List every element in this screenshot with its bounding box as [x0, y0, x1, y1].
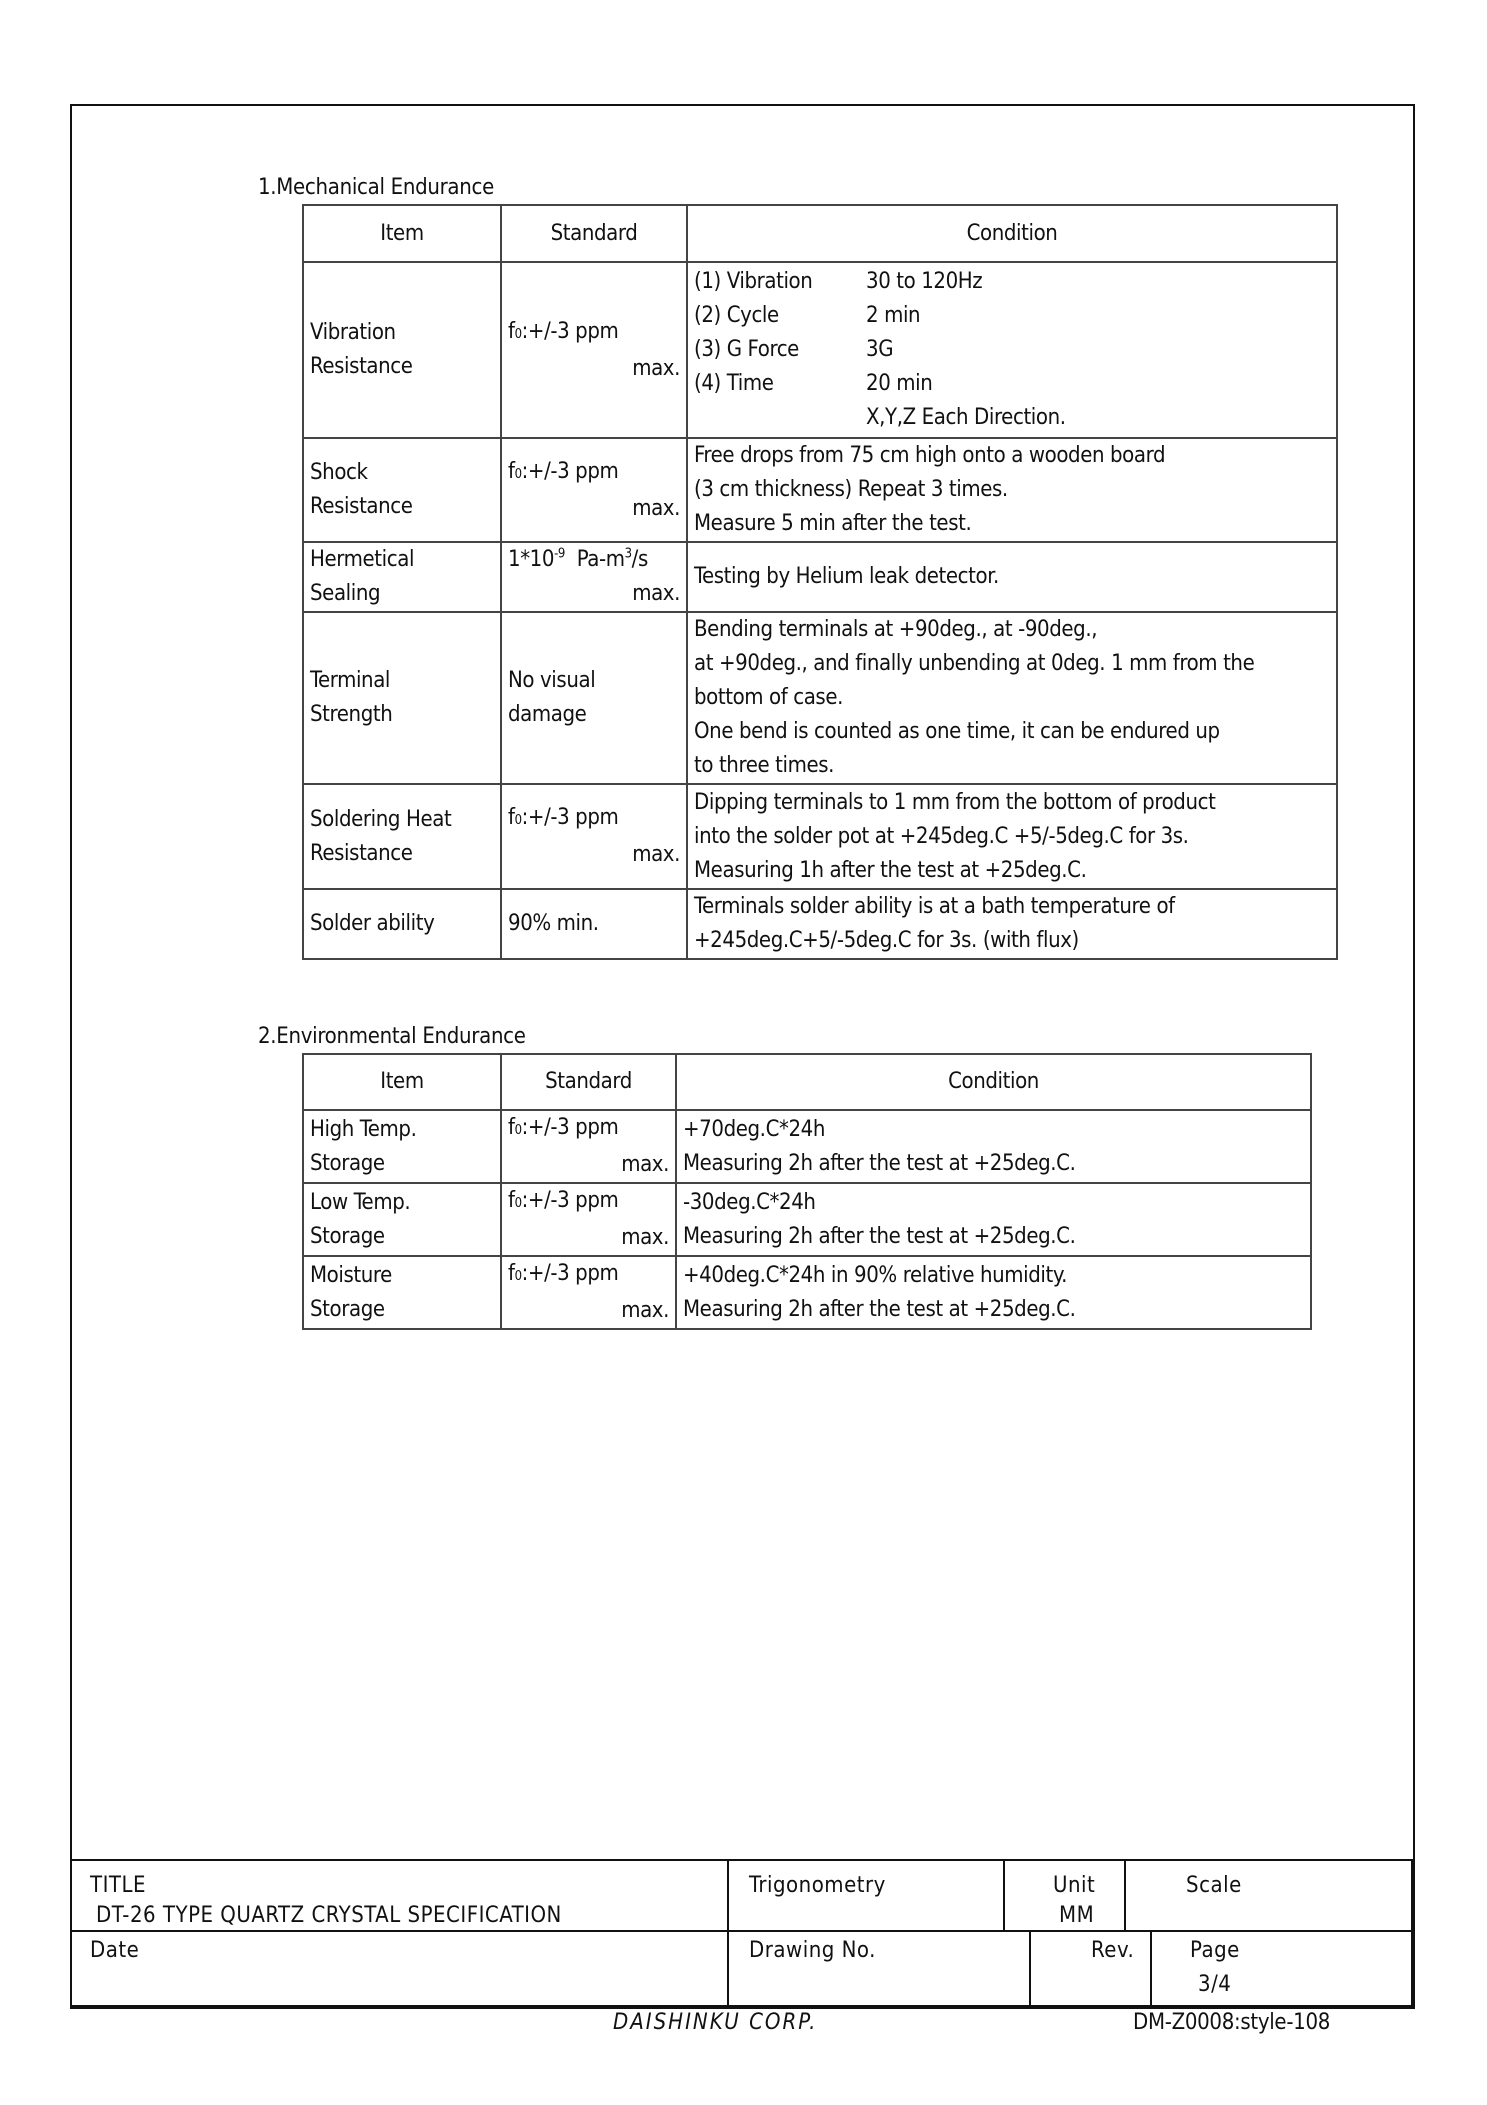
table-row-terminal-strength: [303, 612, 1337, 784]
standard-cell: f0:+/-3 ppm max.: [501, 438, 687, 542]
condition-cell: Free drops from 75 cm high onto a wooden board (3 cm thickness) Repeat 3 times. Measure 5 min after the test.: [687, 438, 1337, 542]
condition-cell: +70deg.C*24h Measuring 2h after the test at +25deg.C.: [676, 1110, 1311, 1183]
table-row-shock: [303, 438, 1337, 542]
table-row-vibration: [303, 262, 1337, 438]
standard-cell: f0:+/-3 ppm max.: [501, 1256, 676, 1329]
standard-cell: f0:+/-3 ppm max.: [501, 262, 687, 438]
page-cell: [1150, 1930, 1413, 2007]
column-header-standard: Standard: [501, 205, 687, 262]
condition-line: (2) Cycle 2 min: [694, 303, 921, 328]
table-header-row: [303, 1054, 1311, 1110]
unit-cell: [1003, 1859, 1126, 1932]
condition-cell: [687, 262, 1337, 438]
form-code: DM-Z0008:style-108: [1133, 2010, 1331, 2035]
item-cell: Vibration Resistance: [303, 262, 501, 438]
standard-value: f0:+/-3 ppm: [508, 318, 619, 344]
item-cell: Low Temp. Storage: [303, 1183, 501, 1256]
rev-cell: [1029, 1930, 1152, 2007]
item-cell: Soldering Heat Resistance: [303, 784, 501, 889]
item-cell: Terminal Strength: [303, 612, 501, 784]
unit-label: Unit: [1053, 1873, 1096, 1898]
condition-cell: Testing by Helium leak detector.: [687, 542, 1337, 612]
table-row-high-temp-storage: [303, 1110, 1311, 1183]
condition-line: X,Y,Z Each Direction.: [866, 405, 1066, 430]
company-name: DAISHINKU CORP.: [613, 2010, 818, 2035]
projection-cell: [727, 1859, 1005, 1932]
title-cell: [70, 1859, 729, 1932]
condition-line: (3) G Force 3G: [694, 337, 894, 362]
date-cell: [70, 1930, 729, 2007]
standard-cell: f0:+/-3 ppm max.: [501, 1110, 676, 1183]
standard-cell: $1*10^{-9}$ $Pa-m^3/s$ max.: [501, 542, 687, 612]
item-cell: Solder ability: [303, 889, 501, 959]
section-heading-mechanical: 1.Mechanical Endurance: [258, 175, 494, 200]
table-header-row: [303, 205, 1337, 262]
column-header-condition: Condition: [676, 1054, 1311, 1110]
page-number: 3/4: [1198, 1972, 1232, 1997]
standard-cell: f0:+/-3 ppm max.: [501, 784, 687, 889]
rev-label: Rev.: [1091, 1938, 1135, 1963]
standard-cell: f0:+/-3 ppm max.: [501, 1183, 676, 1256]
page-label: Page: [1190, 1938, 1240, 1963]
table-row-hermetical-sealing: [303, 542, 1337, 612]
document-title: DT-26 TYPE QUARTZ CRYSTAL SPECIFICATION: [96, 1903, 562, 1928]
table-row-soldering-heat-resistance: [303, 784, 1337, 889]
mechanical-endurance-table: [302, 204, 1338, 960]
standard-cell: No visual damage: [501, 612, 687, 784]
projection-label: Trigonometry: [749, 1873, 886, 1898]
column-header-standard: Standard: [501, 1054, 676, 1110]
standard-cell: 90% min.: [501, 889, 687, 959]
unit-value: MM: [1059, 1903, 1095, 1928]
section-heading-environmental: 2.Environmental Endurance: [258, 1024, 526, 1049]
condition-cell: +40deg.C*24h in 90% relative humidity. Measuring 2h after the test at +25deg.C.: [676, 1256, 1311, 1329]
item-cell: Moisture Storage: [303, 1256, 501, 1329]
item-cell: High Temp. Storage: [303, 1110, 501, 1183]
condition-cell: Dipping terminals to 1 mm from the bottom of product into the solder pot at +245deg.C +5/-5deg.C for 3s. Measuring 1h after the test at +25deg.C.: [687, 784, 1337, 889]
condition-cell: -30deg.C*24h Measuring 2h after the test at +25deg.C.: [676, 1183, 1311, 1256]
item-cell: Hermetical Sealing: [303, 542, 501, 612]
column-header-condition: Condition: [687, 205, 1337, 262]
drawing-no-cell: [727, 1930, 1031, 2007]
environmental-endurance-table: [302, 1053, 1312, 1330]
scale-label: Scale: [1186, 1873, 1242, 1898]
table-row-solder-ability: [303, 889, 1337, 959]
date-label: Date: [90, 1938, 140, 1963]
scale-cell: [1124, 1859, 1413, 1932]
condition-cell: Bending terminals at +90deg., at -90deg., at +90deg., and finally unbending at 0deg. 1 mm from the bottom of case. One bend is counted as one time, it can be endured up to three times.: [687, 612, 1337, 784]
item-cell: Shock Resistance: [303, 438, 501, 542]
condition-line: (1) Vibration 30 to 120Hz: [694, 269, 983, 294]
table-row-moisture-storage: [303, 1256, 1311, 1329]
table-row-low-temp-storage: [303, 1183, 1311, 1256]
column-header-item: Item: [303, 205, 501, 262]
title-label: TITLE: [90, 1873, 147, 1898]
column-header-item: Item: [303, 1054, 501, 1110]
drawing-no-label: Drawing No.: [749, 1938, 876, 1963]
condition-line: (4) Time 20 min: [694, 371, 933, 396]
condition-cell: Terminals solder ability is at a bath temperature of +245deg.C+5/-5deg.C for 3s. (with flux): [687, 889, 1337, 959]
